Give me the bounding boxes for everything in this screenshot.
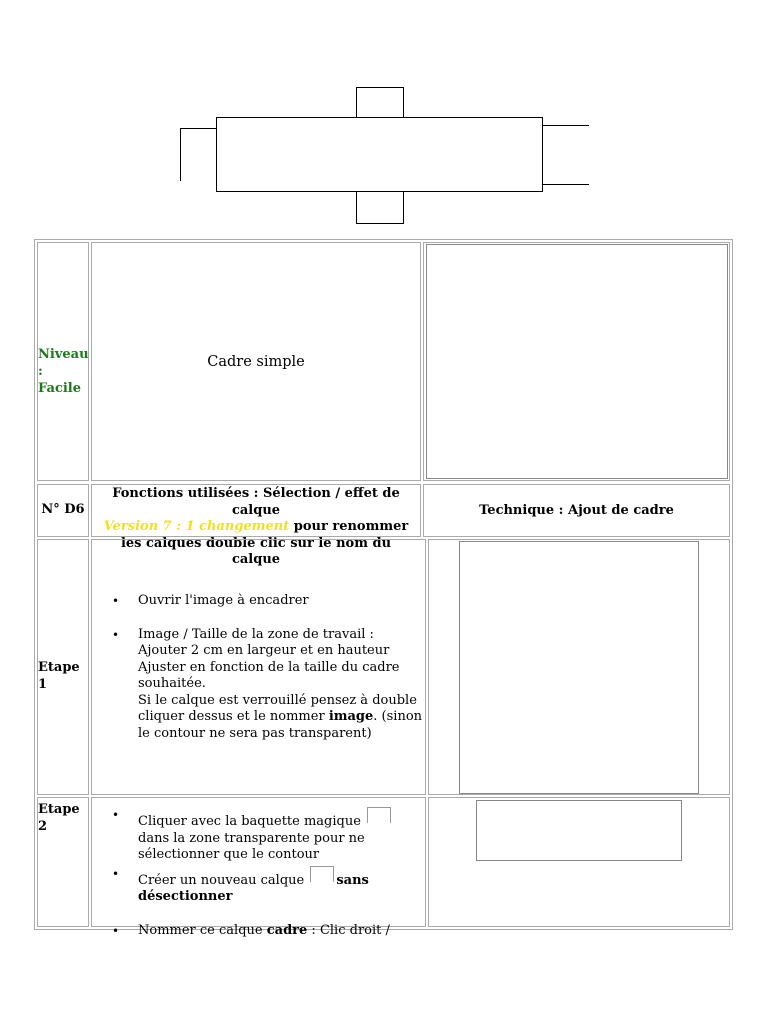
- fiche-number: N° D6: [41, 502, 85, 517]
- step2-bullet3: [92, 923, 426, 940]
- step2-bullet3-bold: cadre: [266, 922, 308, 938]
- diagram-bottom-tab: [356, 191, 404, 224]
- step1-bullet2-line3-bold: image: [328, 709, 374, 724]
- diagram-left-top: [180, 128, 217, 129]
- diagram-top-tab: [356, 87, 404, 118]
- step2-bullet3-pre: Nommer ce calque: [138, 922, 263, 938]
- step2-bullet1: [92, 807, 426, 864]
- step1-bullet2-line1: Image / Taille de la zone de travail : Ajouter 2 cm en largeur et en hauteur: [138, 626, 390, 658]
- technique-text: Technique : Ajout de cadre: [479, 503, 674, 518]
- page-title: Cadre simple: [207, 354, 305, 370]
- step1-label: Etape 1: [38, 660, 80, 692]
- version-note: Version 7 : 1 changement: [103, 519, 290, 534]
- step1-bullet1: • Ouvrir l'image à encadrer: [92, 593, 426, 610]
- step2-image: [476, 800, 682, 861]
- magic-wand-icon: [367, 807, 391, 823]
- step1-bullet2-line3-post: . (sinon le contour ne sera pas transparent): [138, 709, 423, 741]
- step1-content: [92, 593, 426, 742]
- step2-bullet2-pre: Créer un nouveau calque: [138, 872, 305, 888]
- step2-content: [92, 807, 426, 939]
- step1-bullet2: [92, 627, 426, 743]
- new-layer-icon: [310, 866, 334, 882]
- diagram-right-bottom: [543, 184, 589, 185]
- step1-list: [92, 593, 426, 742]
- functions-prefix: Fonctions utilisées : Sélection / effet de calque: [112, 486, 400, 518]
- diagram-right-top: [543, 125, 589, 126]
- step1-bullet2-line3-pre: Si le calque est verrouillé pensez à double cliquer dessus et le nommer: [138, 692, 417, 724]
- step2-list: [92, 807, 426, 939]
- step2-bullet3-post: : Clic droit /: [307, 922, 390, 938]
- step2-bullet2-bold: sans désectionner: [138, 872, 369, 904]
- step1-image: [459, 541, 699, 794]
- step2-bullet1-pre: Cliquer avec la baquette magique: [138, 814, 361, 829]
- diagram-center-rect: [216, 117, 543, 192]
- preview-image: [426, 244, 728, 479]
- diagram-left-side: [180, 128, 181, 181]
- level-label: Niveau : Facile: [38, 347, 89, 396]
- step2-bullet1-post: dans la zone transparente pour ne sélectionner que le contour: [138, 830, 365, 862]
- step2-label: Etape 2: [38, 802, 80, 834]
- step1-bullet2-line2: Ajuster en fonction de la taille du cadre souhaitée.: [138, 659, 400, 691]
- step2-bullet2: [92, 866, 426, 906]
- functions-suffix: pour renommer les calques double clic sur le nom du calque: [120, 519, 409, 567]
